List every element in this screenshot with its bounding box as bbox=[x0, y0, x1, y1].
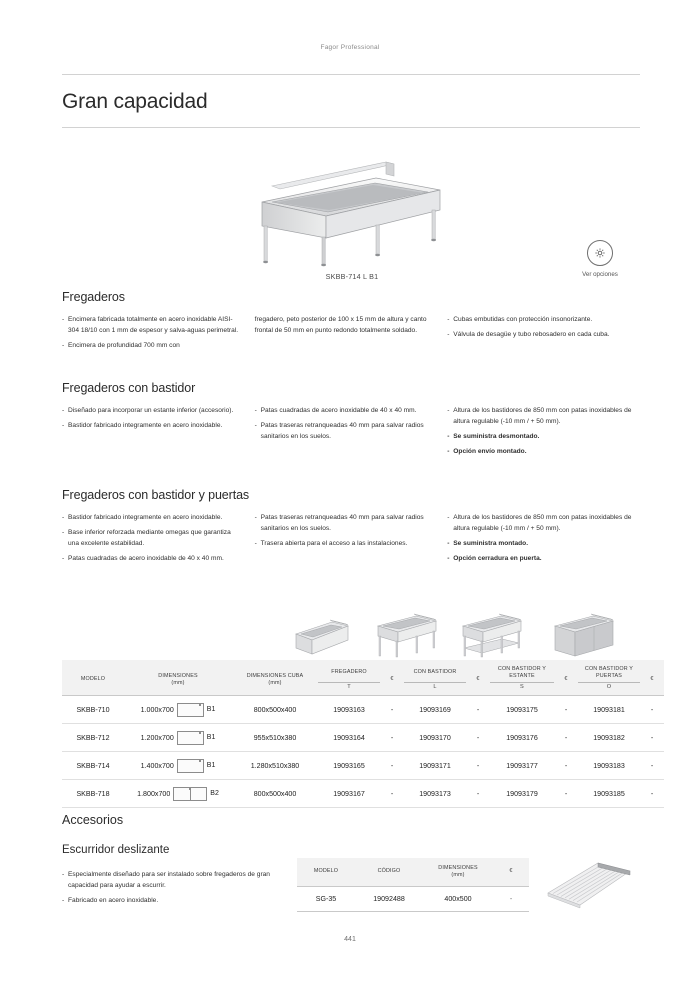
cuba-diagram-icon bbox=[177, 759, 204, 773]
th-con-bastidor-y-estante: CON BASTIDOR Y ESTANTE bbox=[490, 660, 554, 682]
feature-item: - Patas traseras retranqueadas 40 mm para salvar radios sanitarios en los suelos. bbox=[255, 421, 432, 442]
section-fregaderos-con-bastidor-y-puertas bbox=[62, 488, 640, 569]
cell-dimensiones-cuba: 800x500x400 bbox=[232, 696, 318, 724]
cell-con-bastidor-precio: - bbox=[466, 724, 490, 752]
cell-con-bastidor-precio: - bbox=[466, 696, 490, 724]
spec-table bbox=[62, 660, 664, 808]
cell-con-bastidor-codigo: 19093170 bbox=[404, 724, 466, 752]
cell-con-bastidor-y-estante-codigo: 19093177 bbox=[490, 752, 554, 780]
section-column bbox=[62, 315, 255, 356]
hero-product-image bbox=[236, 142, 468, 268]
section-column bbox=[62, 513, 255, 569]
th-sub-con-bastidor-y-puertas: O bbox=[578, 682, 640, 696]
cuba-diagram-icon bbox=[177, 703, 204, 717]
cell-con-bastidor-y-puertas-precio: - bbox=[640, 696, 664, 724]
acc-table-row bbox=[297, 886, 529, 911]
acc-th-modelo: MODELO bbox=[297, 858, 355, 886]
table-row bbox=[62, 696, 664, 724]
th-modelo: MODELO bbox=[62, 660, 124, 696]
th-fregadero: FREGADERO bbox=[318, 660, 380, 682]
cell-dimensiones bbox=[124, 780, 232, 808]
feature-item: - Bastidor fabricado integramente en acero inoxidable. bbox=[62, 513, 239, 524]
feature-item: - Opción envío montado. bbox=[447, 447, 640, 458]
cell-con-bastidor-y-puertas-codigo: 19093185 bbox=[578, 780, 640, 808]
th-dimensiones bbox=[124, 660, 232, 696]
cell-con-bastidor-y-estante-precio: - bbox=[554, 724, 578, 752]
title-rule-top bbox=[62, 74, 640, 75]
section-title: Fregaderos bbox=[62, 290, 125, 304]
th-dimensiones-cuba bbox=[232, 660, 318, 696]
th-dimensiones-cuba-text: DIMENSIONES CUBA bbox=[246, 672, 304, 679]
cell-dimensiones bbox=[124, 696, 232, 724]
feature-item: - Bastidor fabricado integramente en acero inoxidable. bbox=[62, 421, 239, 432]
cell-con-bastidor-precio: - bbox=[466, 780, 490, 808]
feature-item: - Altura de los bastidores de 850 mm con patas inoxidables de altura regulable (-10 mm / + 50 mm). bbox=[447, 513, 640, 534]
con-bastidor-y-estante-thumb bbox=[457, 612, 527, 660]
ver-opciones-button[interactable] bbox=[570, 240, 630, 278]
th-sub-con-bastidor-y-estante: S bbox=[490, 682, 554, 696]
cell-con-bastidor-codigo: 19093169 bbox=[404, 696, 466, 724]
feature-item: - Altura de los bastidores de 850 mm con patas inoxidables de altura regulable (-10 mm / + 50 mm). bbox=[447, 406, 640, 427]
ver-opciones-label: Ver opciones bbox=[582, 271, 618, 278]
accessory-feature-item: - Fabricado en acero inoxidable. bbox=[62, 896, 288, 907]
section-column bbox=[447, 513, 640, 569]
acc-cell-modelo: SG-35 bbox=[297, 886, 355, 911]
cell-fregadero-precio: - bbox=[380, 752, 404, 780]
fregadero-thumb bbox=[290, 612, 352, 660]
cuba-type-label: B2 bbox=[210, 790, 219, 798]
cell-modelo: SKBB-710 bbox=[62, 696, 124, 724]
cell-modelo: SKBB-712 bbox=[62, 724, 124, 752]
feature-item: - Patas cuadradas de acero inoxidable de 40 x 40 mm. bbox=[255, 406, 432, 417]
cell-fregadero-precio: - bbox=[380, 780, 404, 808]
cell-dimensiones-cuba: 800x500x400 bbox=[232, 780, 318, 808]
cuba-type-label: B1 bbox=[206, 706, 216, 714]
th-dimensiones-text: DIMENSIONES bbox=[158, 672, 198, 679]
cell-modelo: SKBB-714 bbox=[62, 752, 124, 780]
feature-item: - Encimera fabricada totalmente en acero inoxidable AISI-304 18/10 con 1 mm de espesor y salva-aguas perimetral. bbox=[62, 315, 239, 336]
section-column bbox=[447, 406, 640, 462]
cell-con-bastidor-y-estante-precio: - bbox=[554, 696, 578, 724]
cell-dimensiones bbox=[124, 752, 232, 780]
section-column bbox=[62, 406, 255, 462]
cell-con-bastidor-codigo: 19093173 bbox=[404, 780, 466, 808]
dimensiones-value: 1.400x700 bbox=[140, 761, 174, 770]
th-euro-con-bastidor-y-puertas: € bbox=[640, 660, 664, 696]
accessories-table-wrapper bbox=[297, 858, 529, 912]
page-title: Gran capacidad bbox=[62, 90, 208, 113]
section-column bbox=[447, 315, 640, 356]
hero-caption: SKBB-714 L B1 bbox=[325, 272, 379, 281]
cell-con-bastidor-y-estante-precio: - bbox=[554, 752, 578, 780]
cell-fregadero-precio: - bbox=[380, 724, 404, 752]
accessory-feature-item: - Especialmente diseñado para ser instalado sobre fregaderos de gran capacidad para ayudar a escurrir. bbox=[62, 870, 288, 891]
cell-con-bastidor-y-puertas-precio: - bbox=[640, 780, 664, 808]
cell-fregadero-codigo: 19093167 bbox=[318, 780, 380, 808]
section-column bbox=[255, 406, 448, 462]
cell-con-bastidor-y-puertas-precio: - bbox=[640, 724, 664, 752]
acc-table-header-row bbox=[297, 858, 529, 886]
cell-con-bastidor-y-estante-codigo: 19093176 bbox=[490, 724, 554, 752]
accessories-subtitle: Escurridor deslizante bbox=[62, 844, 170, 856]
feature-item: - Base inferior reforzada mediante omegas que garantiza una excelente estabilidad. bbox=[62, 528, 239, 549]
cell-con-bastidor-y-puertas-codigo: 19093181 bbox=[578, 696, 640, 724]
acc-th-dimensiones bbox=[423, 858, 493, 886]
th-euro-con-bastidor-y-estante: € bbox=[554, 660, 578, 696]
cell-con-bastidor-precio: - bbox=[466, 752, 490, 780]
th-euro-con-bastidor: € bbox=[466, 660, 490, 696]
acc-th-dimensiones-unit: (mm) bbox=[451, 871, 465, 878]
table-row bbox=[62, 752, 664, 780]
cell-fregadero-codigo: 19093165 bbox=[318, 752, 380, 780]
section-fregaderos-con-bastidor bbox=[62, 381, 640, 462]
dimensiones-value: 1.000x700 bbox=[140, 705, 174, 714]
cuba-diagram-icon bbox=[177, 731, 204, 745]
cuba-type-label: B1 bbox=[206, 734, 216, 742]
spec-table-wrapper bbox=[62, 608, 654, 808]
cell-dimensiones-cuba: 955x510x380 bbox=[232, 724, 318, 752]
con-bastidor-y-puertas-thumb bbox=[549, 612, 619, 660]
accessories-title: Accesorios bbox=[62, 813, 124, 827]
accessories-table bbox=[297, 858, 529, 912]
feature-item: - Opción cerradura en puerta. bbox=[447, 554, 640, 565]
feature-item: - Se suministra montado. bbox=[447, 539, 640, 550]
con-bastidor-thumb bbox=[372, 612, 442, 660]
feature-item: - Patas cuadradas de acero inoxidable de 40 x 40 mm. bbox=[62, 554, 239, 565]
cell-con-bastidor-y-puertas-codigo: 19093183 bbox=[578, 752, 640, 780]
th-con-bastidor-y-puertas: CON BASTIDOR Y PUERTAS bbox=[578, 660, 640, 682]
gear-icon bbox=[587, 240, 613, 266]
variant-thumbnails bbox=[62, 608, 640, 660]
th-sub-fregadero: T bbox=[318, 682, 380, 696]
escurridor-deslizante-image bbox=[540, 855, 636, 917]
cell-con-bastidor-codigo: 19093171 bbox=[404, 752, 466, 780]
cell-con-bastidor-y-estante-codigo: 19093175 bbox=[490, 696, 554, 724]
cell-fregadero-precio: - bbox=[380, 696, 404, 724]
th-sub-con-bastidor: L bbox=[404, 682, 466, 696]
acc-th-codigo: CÓDIGO bbox=[355, 858, 423, 886]
feature-item: - Encimera de profundidad 700 mm con bbox=[62, 341, 239, 352]
acc-th-dimensiones-text: DIMENSIONES bbox=[438, 865, 478, 871]
feature-item: fregadero, peto posterior de 100 x 15 mm de altura y canto frontal de 50 mm en punto redondo totalmente soldado. bbox=[254, 316, 427, 334]
cell-con-bastidor-y-estante-codigo: 19093179 bbox=[490, 780, 554, 808]
page-number: 441 bbox=[344, 936, 356, 943]
cell-con-bastidor-y-puertas-precio: - bbox=[640, 752, 664, 780]
acc-cell-dimensiones: 400x500 bbox=[423, 886, 493, 911]
cell-fregadero-codigo: 19093163 bbox=[318, 696, 380, 724]
th-dimensiones-cuba-unit: (mm) bbox=[268, 679, 282, 686]
cell-con-bastidor-y-estante-precio: - bbox=[554, 780, 578, 808]
th-dimensiones-unit: (mm) bbox=[171, 679, 185, 686]
feature-item: - Cubas embutidas con protección insonorizante. bbox=[447, 315, 640, 326]
dimensiones-value: 1.200x700 bbox=[140, 733, 174, 742]
cell-modelo: SKBB-718 bbox=[62, 780, 124, 808]
acc-cell-precio: - bbox=[493, 886, 529, 911]
section-fregaderos bbox=[62, 290, 640, 356]
table-header-row bbox=[62, 660, 664, 682]
cell-fregadero-codigo: 19093164 bbox=[318, 724, 380, 752]
cell-con-bastidor-y-puertas-codigo: 19093182 bbox=[578, 724, 640, 752]
feature-item: - Válvula de desagüe y tubo rebosadero en cada cuba. bbox=[447, 330, 640, 341]
cuba-type-label: B1 bbox=[206, 762, 216, 770]
table-row bbox=[62, 724, 664, 752]
th-euro-fregadero: € bbox=[380, 660, 404, 696]
feature-item: - Patas traseras retranqueadas 40 mm para salvar radios sanitarios en los suelos. bbox=[255, 513, 432, 534]
cuba-diagram-icon bbox=[173, 787, 207, 801]
accessories-bullets bbox=[62, 870, 288, 911]
feature-item: - Diseñado para incorporar un estante inferior (accesorio). bbox=[62, 406, 239, 417]
brand-header: Fagor Professional bbox=[320, 44, 380, 51]
th-con-bastidor: CON BASTIDOR bbox=[404, 660, 466, 682]
section-title: Fregaderos con bastidor bbox=[62, 381, 196, 395]
section-column bbox=[255, 315, 448, 356]
cell-dimensiones bbox=[124, 724, 232, 752]
cell-dimensiones-cuba: 1.280x510x380 bbox=[232, 752, 318, 780]
dimensiones-value: 1.800x700 bbox=[137, 789, 171, 798]
section-title: Fregaderos con bastidor y puertas bbox=[62, 488, 250, 502]
acc-cell-codigo: 19092488 bbox=[355, 886, 423, 911]
feature-item: - Se suministra desmontado. bbox=[447, 432, 640, 443]
title-rule-bottom bbox=[62, 127, 640, 128]
section-column bbox=[255, 513, 448, 569]
acc-th-euro: € bbox=[493, 858, 529, 886]
table-row bbox=[62, 780, 664, 808]
feature-item: - Trasera abierta para el acceso a las instalaciones. bbox=[255, 539, 432, 550]
